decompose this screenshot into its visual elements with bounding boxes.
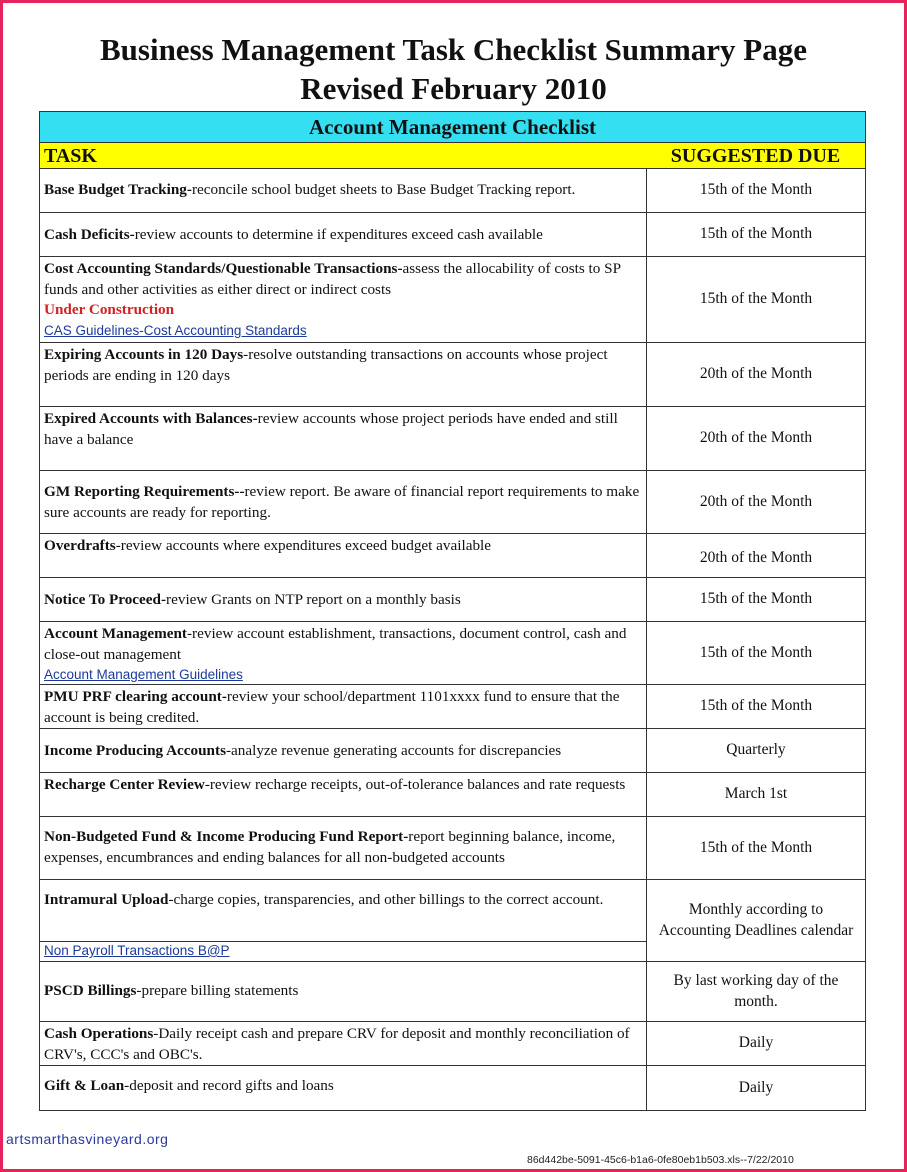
task-desc: reconcile school budget sheets to Base Budget Tracking report. <box>191 181 576 198</box>
table-row <box>40 685 865 729</box>
table-row <box>40 773 865 817</box>
task-desc: review Grants on NTP report on a monthly basis <box>166 591 461 608</box>
task-cell <box>40 729 647 772</box>
task-cell <box>40 880 647 961</box>
task-name: Intramural Upload <box>44 891 169 908</box>
due-cell: Daily <box>738 1034 774 1052</box>
task-name: GM Reporting Requirements-- <box>44 483 245 500</box>
task-name: PMU PRF clearing account- <box>44 688 227 705</box>
task-desc: -deposit and record gifts and loans <box>124 1077 334 1094</box>
task-desc: -resolve outstanding transactions on accounts whose project periods are ending in 120 days <box>44 346 608 384</box>
table-row <box>40 1022 865 1066</box>
table-header <box>40 143 865 169</box>
table-row <box>40 407 865 471</box>
task-desc: review accounts whose project periods have ended and still have a balance <box>44 410 618 448</box>
task-name: Notice To Proceed- <box>44 591 167 608</box>
due-cell: March 1st <box>724 785 788 803</box>
due-cell: 20th of the Month <box>699 492 813 510</box>
task-name: Account Management <box>44 625 187 642</box>
table-row <box>40 1066 865 1110</box>
due-cell: 20th of the Month <box>699 549 813 567</box>
table-row <box>40 471 865 534</box>
task-name: Expiring Accounts in 120 Days <box>44 346 244 363</box>
task-name: Non-Budgeted Fund & Income Producing Fund Report- <box>44 828 409 845</box>
task-desc: assess the allocability of costs to SP funds and other activities as either direct or indirect costs <box>44 260 621 298</box>
task-name: Recharge Center Review <box>44 776 205 793</box>
task-name: Income Producing Accounts <box>44 742 226 759</box>
checklist-table <box>39 111 866 1111</box>
website-watermark[interactable]: artsmarthasvineyard.org <box>6 1131 169 1147</box>
task-cell <box>40 1066 647 1110</box>
table-row <box>40 343 865 407</box>
task-desc: review accounts to determine if expenditures exceed cash available <box>134 226 543 243</box>
task-desc: -review account establishment, transactions, document control, cash and close-out management <box>44 625 627 663</box>
page-subtitle: Revised February 2010 <box>300 71 607 106</box>
table-row <box>40 213 865 257</box>
task-cell <box>40 534 647 577</box>
table-row <box>40 880 865 962</box>
task-name: Cash Operations <box>44 1025 154 1042</box>
task-text <box>40 880 646 942</box>
task-desc: -charge copies, transparencies, and other billings to the correct account. <box>168 891 604 908</box>
task-desc: review report. Be aware of financial report requirements to make sure accounts are ready for reporting. <box>44 483 640 521</box>
task-cell <box>40 622 647 684</box>
task-cell <box>40 407 647 470</box>
cas-guidelines-link[interactable]: CAS Guidelines-Cost Accounting Standards <box>44 322 307 338</box>
table-row <box>40 578 865 622</box>
due-cell: 15th of the Month <box>699 225 813 243</box>
task-desc: -Daily receipt cash and prepare CRV for deposit and monthly reconciliation of CRV's, CCC's and OBC's. <box>44 1025 630 1063</box>
task-cell <box>40 257 647 342</box>
due-cell: 15th of the Month <box>699 697 813 715</box>
task-name: Gift & Loan <box>44 1077 125 1094</box>
task-name: Cost Accounting Standards/Questionable Transactions- <box>44 260 403 277</box>
task-name: PSCD Billings <box>44 982 137 999</box>
due-cell: 15th of the Month <box>699 590 813 608</box>
under-construction-note: Under Construction <box>44 301 175 318</box>
task-desc: -prepare billing statements <box>136 982 299 999</box>
header-task: TASK <box>44 145 97 167</box>
due-cell: Quarterly <box>726 741 786 759</box>
task-cell <box>40 817 647 879</box>
due-cell: 15th of the Month <box>699 838 813 856</box>
task-name: Expired Accounts with Balances- <box>44 410 258 427</box>
task-desc: -review accounts where expenditures exceed budget available <box>115 537 491 554</box>
task-name: Cash Deficits- <box>44 226 135 243</box>
due-cell: 15th of the Month <box>699 643 813 661</box>
table-row <box>40 534 865 578</box>
task-cell <box>40 1022 647 1065</box>
checklist-title: Account Management Checklist <box>40 112 865 143</box>
task-desc: -review recharge receipts, out-of-tolerance balances and rate requests <box>204 776 626 793</box>
task-name: Base Budget Tracking- <box>44 181 192 198</box>
table-row <box>40 729 865 773</box>
due-cell: By last working day of the month. <box>673 972 839 1010</box>
non-payroll-transactions-link[interactable]: Non Payroll Transactions B@P <box>44 943 230 958</box>
task-cell <box>40 962 647 1021</box>
due-cell: Monthly according to Accounting Deadlines calendar <box>658 901 854 939</box>
header-due: SUGGESTED DUE <box>670 145 841 167</box>
table-row <box>40 622 865 685</box>
task-desc: report beginning balance, income, expenses, encumbrances and ending balances for all non-budgeted accounts <box>44 828 616 866</box>
account-management-guidelines-link[interactable]: Account Management Guidelines <box>44 667 243 682</box>
footer-filename: 86d442be-5091-45c6-b1a6-0fe80eb1b503.xls--7/22/2010 <box>527 1154 794 1166</box>
table-row <box>40 257 865 343</box>
task-cell <box>40 213 647 256</box>
due-cell: 15th of the Month <box>699 181 813 199</box>
task-cell <box>40 685 647 728</box>
page-title: Business Management Task Checklist Summary Page <box>99 32 808 67</box>
task-desc: review your school/department 1101xxxx fund to ensure that the account is being credited. <box>44 688 620 726</box>
task-cell <box>40 773 647 816</box>
task-name: Overdrafts <box>44 537 116 554</box>
due-cell: 15th of the Month <box>699 290 813 308</box>
due-cell: Daily <box>738 1078 774 1096</box>
task-cell <box>40 471 647 533</box>
table-row <box>40 169 865 213</box>
task-cell <box>40 343 647 406</box>
task-desc: -analyze revenue generating accounts for discrepancies <box>225 742 562 759</box>
task-cell <box>40 169 647 212</box>
task-cell <box>40 578 647 621</box>
due-cell: 20th of the Month <box>699 429 813 447</box>
task-link-cell <box>40 942 646 961</box>
due-cell: 20th of the Month <box>699 365 813 383</box>
table-row <box>40 962 865 1022</box>
table-row <box>40 817 865 880</box>
